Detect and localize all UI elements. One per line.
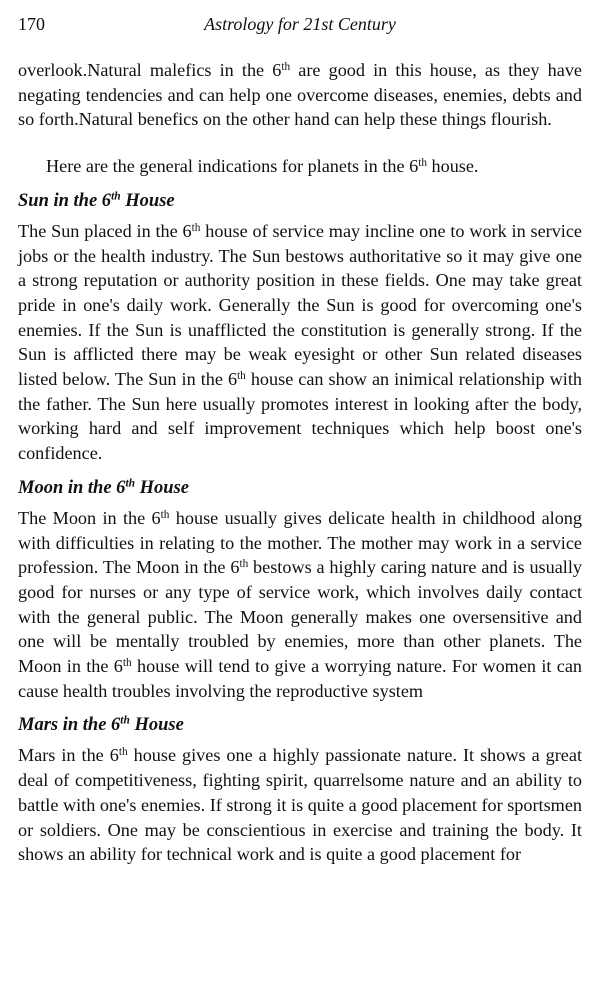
- moon-section-body: The Moon in the 6th house usually gives delicate health in childhood along with difficulties in relating to the mother. The mother may work in a service profession. The Moon in the 6th bestows a highly caring nature and is usually good for nurses or any type of service work, which involves daily contact with the general public. The Moon generally makes one oversensitive and one will be mentally troubled by enemies, more than other planets. The Moon in the 6th house will tend to give a worrying nature. For women it can cause health troubles involving the reproductive system: [18, 507, 582, 701]
- moon-section-heading: Moon in the 6th House: [18, 477, 189, 498]
- mars-section-heading: Mars in the 6th House: [18, 715, 184, 736]
- book-page: [18, 12, 582, 867]
- sun-section-body: The Sun placed in the 6th house of service may incline one to work in service jobs or the health industry. The Sun bestows authoritative so it may give one a strong reputation or authority position in these fields. One may take great pride in one's daily work. Generally the Sun is good for overcoming one's enemies. If the Sun is unafflicted the constitution is generally strong. If the Sun is afflicted there may be weak eyesight or other Sun related diseases listed below. The Sun in the 6th house can show an inimical relationship with the father. The Sun here usually promotes interest in looking after the body, working hard and self improvement techniques which help boost one's confidence.: [18, 220, 582, 464]
- intro-paragraph: overlook.Natural malefics in the 6th are good in this house, as they have negating tendencies and can help one overcome diseases, enemies, debts and so forth.Natural benefics on the other hand can help these things flourish.: [18, 60, 582, 130]
- sun-section-heading: Sun in the 6th House: [18, 190, 175, 211]
- mars-section-body: Mars in the 6th house gives one a highly passionate nature. It shows a great deal of competitiveness, fighting spirit, quarrelsome nature and an ability to battle with one's enemies. If strong it is quite a good placement for sportsmen or soldiers. One may be conscientious in exercise and training the body. It shows an ability for technical work and is quite a good placement for: [18, 745, 582, 865]
- running-header: [18, 12, 582, 42]
- page-number: 170: [18, 14, 45, 34]
- general-indications-paragraph: Here are the general indications for planets in the 6th house.: [46, 156, 479, 177]
- book-title: Astrology for 21st Century: [204, 14, 396, 34]
